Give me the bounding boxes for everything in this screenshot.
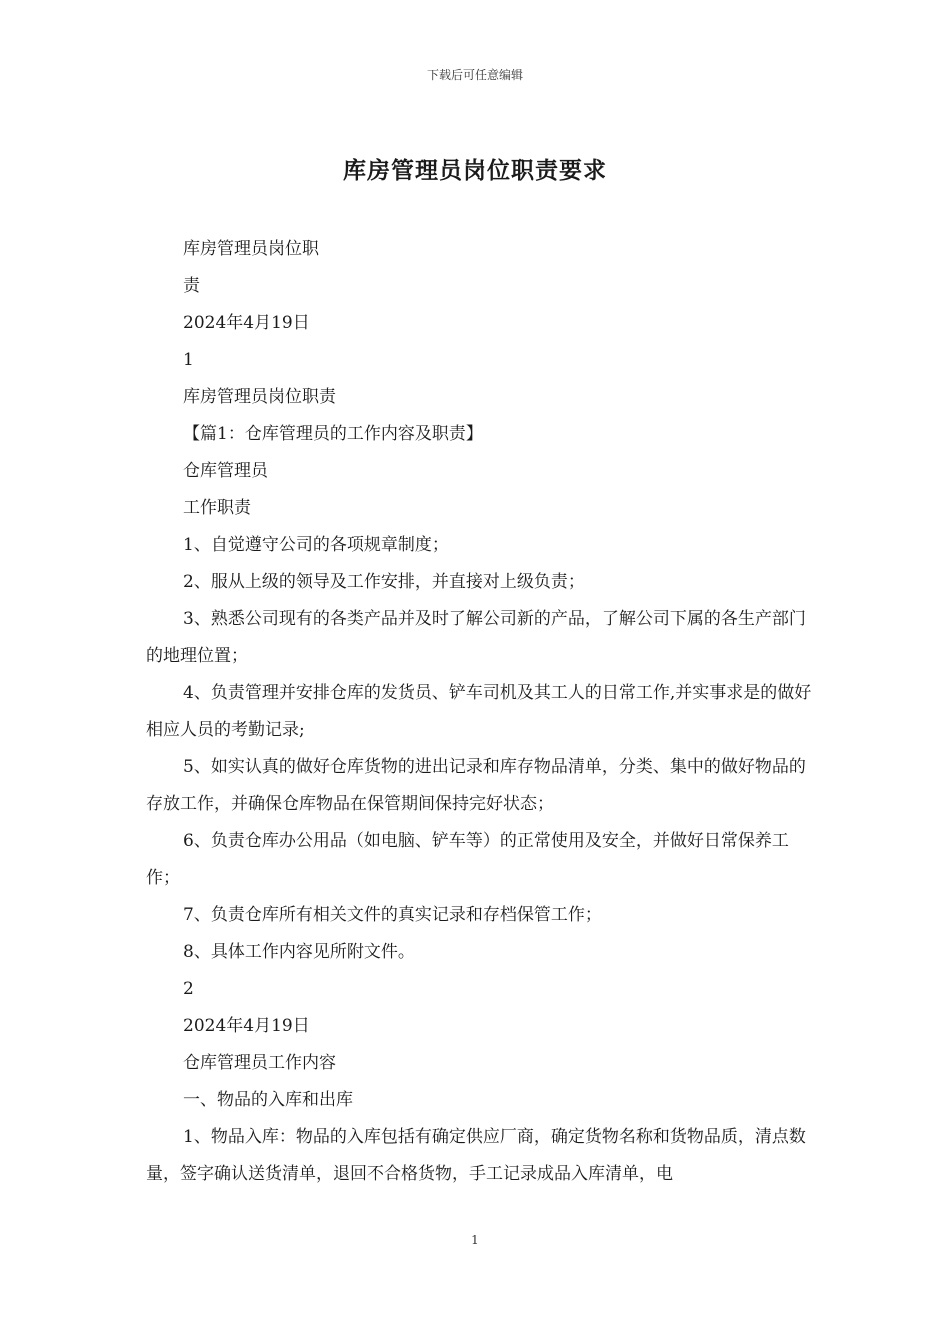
paragraph: 1、物品入库：物品的入库包括有确定供应厂商，确定货物名称和货物品质，清点数量，签字确认送货清单，退回不合格货物，手工记录成品入库清单，电 — [146, 1127, 806, 1184]
document-body — [146, 231, 814, 1193]
paragraph: 1、自觉遵守公司的各项规章制度； — [183, 535, 449, 555]
paragraph: 工作职责 — [183, 498, 251, 518]
paragraph: 2 — [183, 979, 194, 999]
paragraph: 1 — [183, 350, 194, 370]
paragraph: 仓库管理员 — [183, 461, 268, 481]
paragraph: 6、负责仓库办公用品（如电脑、铲车等）的正常使用及安全，并做好日常保养工作； — [146, 831, 789, 888]
paragraph: 库房管理员岗位职 — [183, 239, 319, 259]
paragraph: 2、服从上级的领导及工作安排，并直接对上级负责； — [183, 572, 585, 592]
paragraph: 一、物品的入库和出库 — [183, 1090, 353, 1110]
document-title: 库房管理员岗位职责要求 — [343, 157, 607, 184]
paragraph: 责 — [183, 276, 200, 296]
paragraph: 仓库管理员工作内容 — [183, 1053, 336, 1073]
paragraph: 7、负责仓库所有相关文件的真实记录和存档保管工作； — [183, 905, 602, 925]
paragraph: 2024年4月19日 — [183, 1016, 310, 1036]
page-number: 1 — [471, 1233, 479, 1247]
paragraph: 3、熟悉公司现有的各类产品并及时了解公司新的产品，了解公司下属的各生产部门的地理位置； — [146, 609, 806, 666]
paragraph: 库房管理员岗位职责 — [183, 387, 336, 407]
page-header-note: 下载后可任意编辑 — [426, 68, 523, 82]
paragraph: 4、负责管理并安排仓库的发货员、铲车司机及其工人的日常工作,并实事求是的做好相应人员的考勤记录; — [146, 683, 812, 740]
paragraph: 5、如实认真的做好仓库货物的进出记录和库存物品清单，分类、集中的做好物品的存放工作，并确保仓库物品在保管期间保持完好状态； — [146, 757, 806, 814]
paragraph: 【篇1：仓库管理员的工作内容及职责】 — [183, 424, 483, 444]
paragraph: 2024年4月19日 — [183, 313, 310, 333]
paragraph: 8、具体工作内容见所附文件。 — [183, 942, 415, 962]
